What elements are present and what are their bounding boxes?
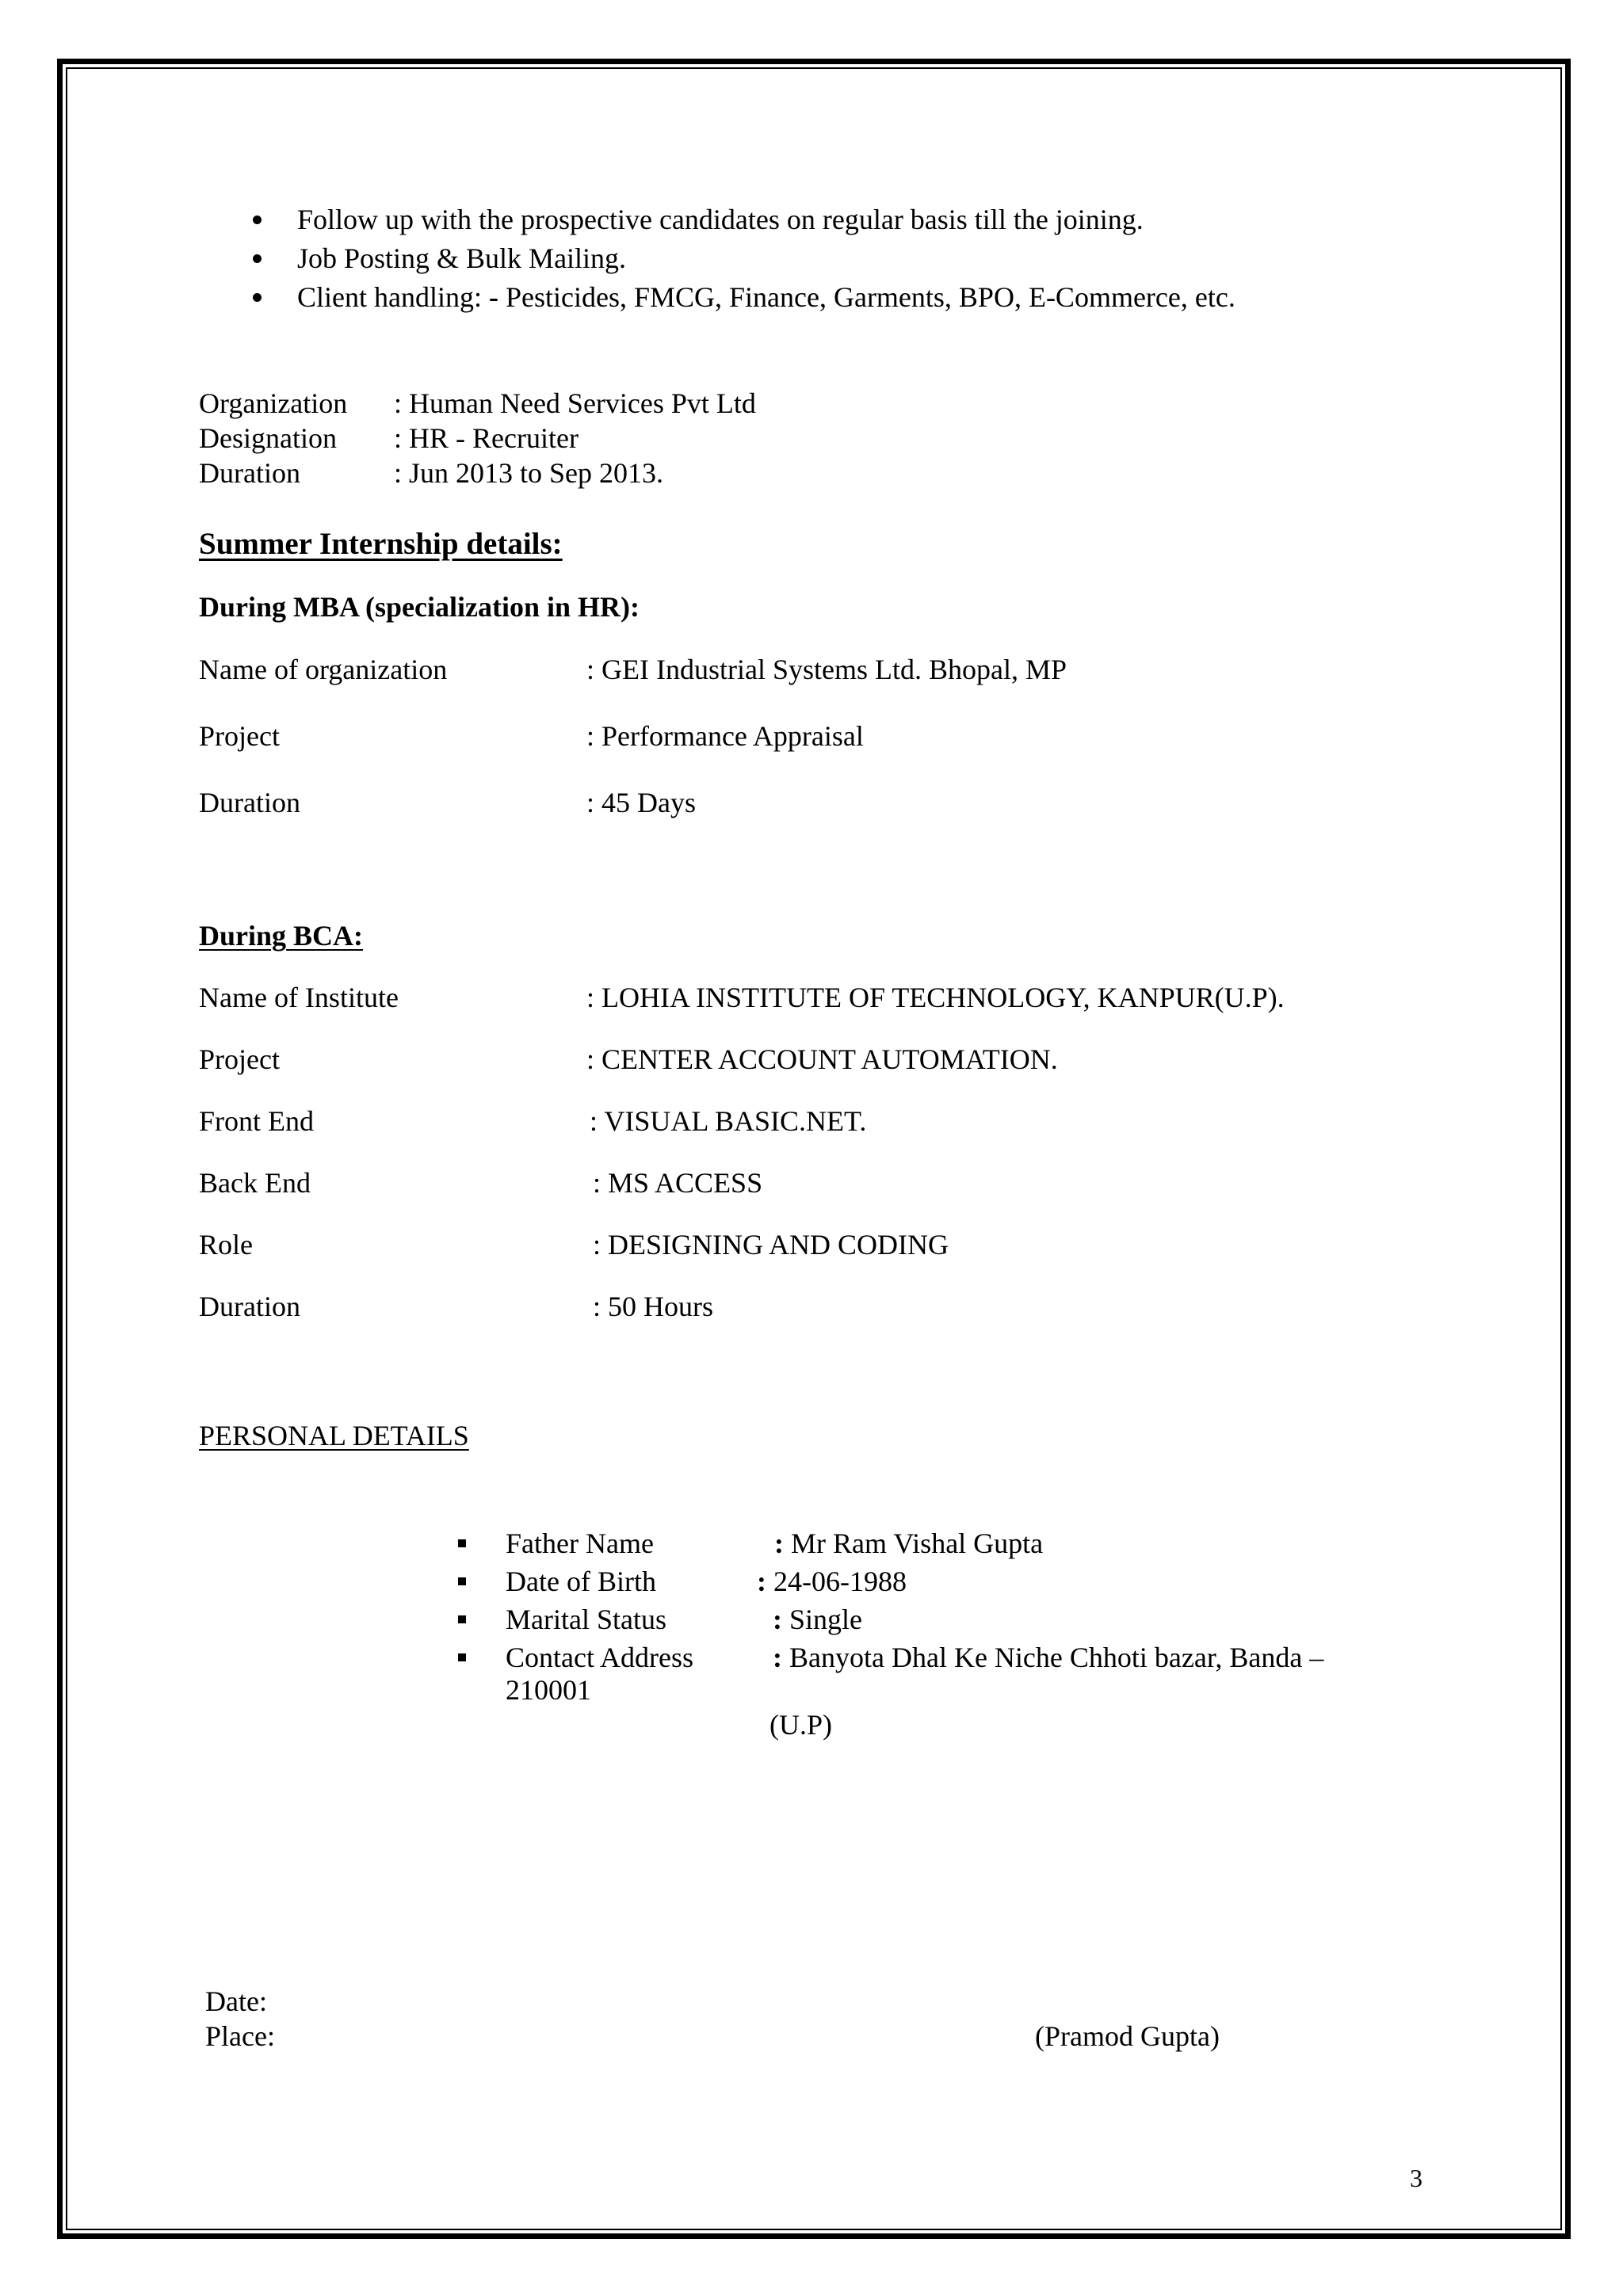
personal-heading: PERSONAL DETAILS <box>199 1420 469 1451</box>
experience-bullet: Follow up with the prospective candidates on regular basis till the joining. <box>297 204 1144 235</box>
personal-label: Date of Birth <box>506 1566 656 1597</box>
personal-colon: : <box>773 1604 782 1635</box>
bca-row-value: : 50 Hours <box>593 1291 713 1322</box>
address-line-3: (U.P) <box>769 1709 832 1741</box>
square-bullet-icon <box>458 1577 466 1585</box>
personal-value <box>773 1643 1323 1672</box>
duration-label: Duration <box>199 457 300 489</box>
personal-value-text: Banyota Dhal Ke Niche Chhoti bazar, Banda – <box>782 1642 1324 1673</box>
experience-bullet-client <box>297 283 1235 311</box>
personal-value-text: Mr Ram Vishal Gupta <box>784 1527 1044 1559</box>
client-handling-list: Pesticides, FMCG, Finance, Garments, BPO, E-Commerce, etc. <box>505 281 1235 313</box>
bca-row-label: Name of Institute <box>199 982 399 1013</box>
bullet-icon <box>253 215 262 224</box>
bullet-icon <box>253 293 262 302</box>
page-number: 3 <box>1410 2164 1423 2192</box>
personal-colon: : <box>773 1642 782 1673</box>
bca-row-label: Front End <box>199 1105 315 1137</box>
designation-value: : HR - Recruiter <box>394 422 579 454</box>
personal-value <box>773 1605 862 1634</box>
mba-row-value: : 45 Days <box>586 787 696 818</box>
bca-row-value: : CENTER ACCOUNT AUTOMATION. <box>586 1043 1058 1075</box>
personal-label: Father Name <box>506 1527 654 1559</box>
mba-row-label: Project <box>199 720 280 752</box>
personal-value-text: 24-06-1988 <box>766 1566 907 1597</box>
bca-row-value: : LOHIA INSTITUTE OF TECHNOLOGY, KANPUR(U.P). <box>586 982 1285 1013</box>
bullet-icon <box>253 254 262 263</box>
bca-row-value: : MS ACCESS <box>593 1167 763 1199</box>
personal-value <box>774 1529 1043 1558</box>
bca-row-label: Duration <box>199 1291 300 1322</box>
personal-label: Marital Status <box>506 1604 666 1635</box>
personal-label: Contact Address <box>506 1642 693 1673</box>
personal-value-text: Single <box>782 1604 863 1635</box>
square-bullet-icon <box>458 1653 466 1661</box>
mba-row-label: Duration <box>199 787 300 818</box>
date-label: Date: <box>205 1985 267 2017</box>
experience-bullet: Job Posting & Bulk Mailing. <box>297 242 627 274</box>
bca-row-value: : VISUAL BASIC.NET. <box>590 1105 867 1137</box>
duration-value: : Jun 2013 to Sep 2013. <box>394 457 664 489</box>
designation-label: Designation <box>199 422 337 454</box>
address-line-2: 210001 <box>506 1674 591 1706</box>
place-label: Place: <box>205 2020 275 2052</box>
bca-heading: During BCA: <box>199 920 364 952</box>
client-handling-dash: - <box>488 281 506 313</box>
org-value: : Human Need Services Pvt Ltd <box>394 387 756 419</box>
bca-row-label: Role <box>199 1229 253 1261</box>
personal-colon: : <box>774 1527 784 1559</box>
mba-row-value: : Performance Appraisal <box>586 720 864 752</box>
square-bullet-icon <box>458 1539 466 1547</box>
bca-row-label: Project <box>199 1043 280 1075</box>
personal-colon: : <box>757 1566 766 1597</box>
signature-name: (Pramod Gupta) <box>1035 2020 1220 2052</box>
internship-heading: Summer Internship details: <box>199 527 563 561</box>
client-handling-label: Client handling: <box>297 281 489 313</box>
square-bullet-icon <box>458 1615 466 1623</box>
personal-value <box>757 1567 907 1596</box>
mba-row-value: : GEI Industrial Systems Ltd. Bhopal, MP <box>586 654 1067 685</box>
org-label: Organization <box>199 387 348 419</box>
bca-row-label: Back End <box>199 1167 311 1199</box>
mba-row-label: Name of organization <box>199 654 448 685</box>
mba-heading: During MBA (specialization in HR): <box>199 591 640 623</box>
bca-row-value: : DESIGNING AND CODING <box>593 1229 949 1261</box>
